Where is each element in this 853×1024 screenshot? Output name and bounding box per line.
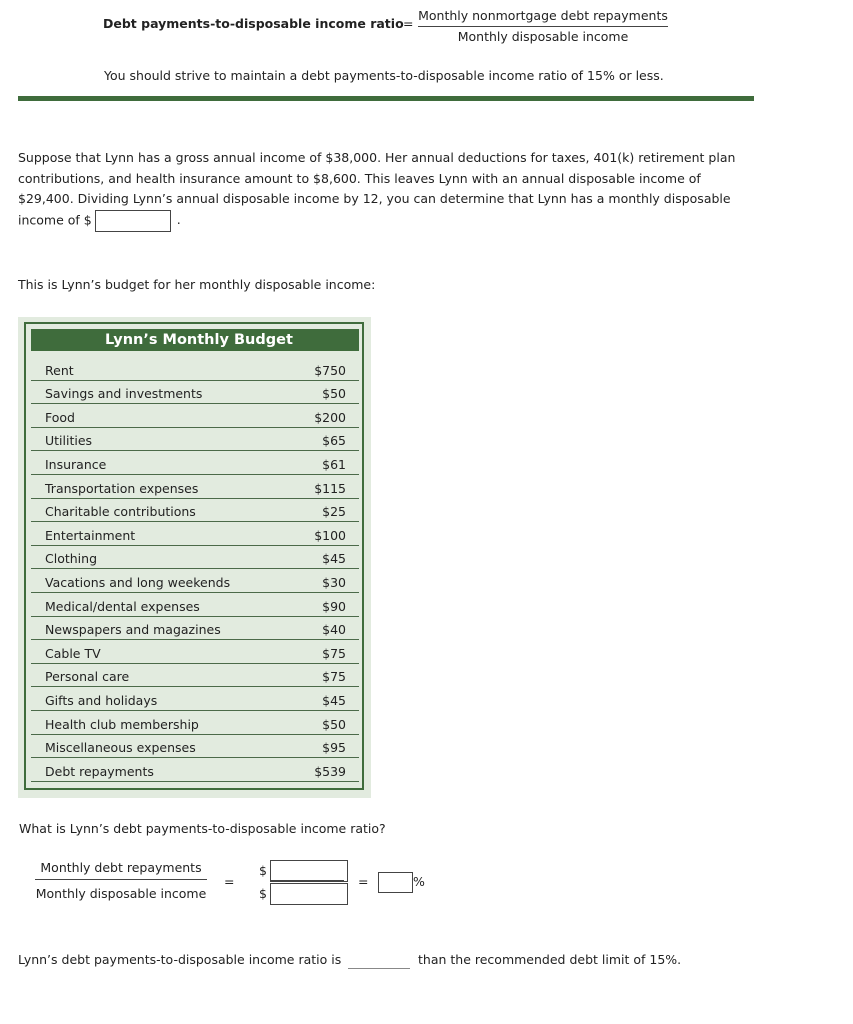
budget-row	[31, 569, 359, 593]
budget-item: Charitable contributions	[45, 504, 196, 520]
scenario-trailing: .	[176, 212, 181, 228]
budget-row	[31, 451, 359, 475]
budget-row	[31, 499, 359, 523]
budget-item: Transportation expenses	[45, 480, 199, 496]
question-text: What is Lynn’s debt payments-to-disposable income ratio?	[19, 821, 386, 836]
ratio-numerator-label: Monthly debt repayments	[35, 860, 207, 880]
ratio-denominator-label: Monthly disposable income	[35, 886, 207, 901]
formula-numerator: Monthly nonmortgage debt repayments	[418, 8, 668, 27]
budget-item: Miscellaneous expenses	[45, 740, 196, 756]
budget-row	[31, 475, 359, 499]
budget-amount: $25	[322, 504, 346, 520]
monthly-income-input[interactable]	[95, 210, 171, 232]
budget-row	[31, 357, 359, 381]
advice-text: You should strive to maintain a debt payments-to-disposable income ratio of 15% or less.	[104, 68, 664, 83]
budget-amount: $75	[322, 669, 346, 685]
budget-row	[31, 381, 359, 405]
budget-item: Medical/dental expenses	[45, 598, 200, 614]
budget-item: Newspapers and magazines	[45, 622, 221, 638]
budget-item: Vacations and long weekends	[45, 574, 231, 590]
ratio-fraction	[35, 860, 207, 901]
budget-item: Debt repayments	[45, 763, 154, 779]
budget-amount: $95	[322, 740, 346, 756]
budget-amount: $115	[314, 480, 346, 496]
budget-row	[31, 593, 359, 617]
budget-item: Food	[45, 409, 75, 425]
budget-amount: $750	[314, 362, 346, 378]
scenario-paragraph	[18, 148, 748, 232]
budget-item: Entertainment	[45, 527, 136, 543]
comparison-dropdown[interactable]	[348, 950, 410, 969]
budget-item: Clothing	[45, 551, 98, 567]
currency-symbol: $	[259, 886, 267, 901]
budget-row	[31, 404, 359, 428]
budget-table	[24, 322, 364, 790]
budget-row	[31, 664, 359, 688]
budget-amount: $40	[322, 622, 346, 638]
conclusion-after: than the recommended debt limit of 15%.	[418, 952, 682, 967]
budget-amount: $50	[322, 386, 346, 402]
budget-item: Personal care	[45, 669, 130, 685]
conclusion-before: Lynn’s debt payments-to-disposable income ratio is	[18, 952, 342, 967]
budget-amount: $30	[322, 574, 346, 590]
budget-amount: $90	[322, 598, 346, 614]
budget-row	[31, 687, 359, 711]
budget-title: Lynn’s Monthly Budget	[31, 329, 359, 351]
budget-item: Cable TV	[45, 645, 101, 661]
budget-amount: $75	[322, 645, 346, 661]
ratio-fraction-line	[270, 880, 344, 881]
formula-equals: =	[403, 16, 414, 31]
formula-denominator: Monthly disposable income	[457, 29, 629, 44]
budget-amount: $65	[322, 433, 346, 449]
disposable-income-input[interactable]	[270, 883, 348, 905]
budget-amount: $61	[322, 456, 346, 472]
budget-item: Savings and investments	[45, 386, 203, 402]
percent-symbol: %	[413, 874, 425, 889]
budget-row	[31, 546, 359, 570]
budget-row	[31, 735, 359, 759]
budget-amount: $50	[322, 716, 346, 732]
budget-amount: $45	[322, 551, 346, 567]
budget-row	[31, 758, 359, 782]
budget-amount: $100	[314, 527, 346, 543]
budget-item: Insurance	[45, 456, 107, 472]
ratio-percent-input[interactable]	[378, 872, 413, 893]
formula-label: Debt payments-to-disposable income ratio	[103, 16, 404, 31]
budget-row	[31, 711, 359, 735]
budget-row	[31, 617, 359, 641]
budget-row	[31, 428, 359, 452]
budget-row	[31, 522, 359, 546]
currency-symbol: $	[259, 863, 267, 878]
budget-item: Utilities	[45, 433, 93, 449]
ratio-equals-1: =	[224, 874, 235, 889]
budget-amount: $45	[322, 692, 346, 708]
budget-row	[31, 640, 359, 664]
ratio-equals-2: =	[358, 874, 369, 889]
budget-item: Rent	[45, 362, 74, 378]
budget-item: Health club membership	[45, 716, 199, 732]
budget-amount: $200	[314, 409, 346, 425]
scenario-text: Suppose that Lynn has a gross annual income of $38,000. Her annual deductions for taxes, 401(k) retirement plan contributions, and health insurance amount to $8,600. This leaves Lynn with an annual disposable income of $29,400. Dividing Lynn’s annual disposable income by 12, you can determine that Lynn has a monthly disposable income of $	[18, 150, 736, 228]
budget-intro: This is Lynn’s budget for her monthly disposable income:	[18, 277, 376, 292]
section-divider	[18, 96, 754, 101]
budget-item: Gifts and holidays	[45, 692, 158, 708]
debt-repayments-input[interactable]	[270, 860, 348, 882]
formula-fraction	[418, 8, 668, 44]
budget-rows	[31, 357, 359, 782]
budget-amount: $539	[314, 763, 346, 779]
